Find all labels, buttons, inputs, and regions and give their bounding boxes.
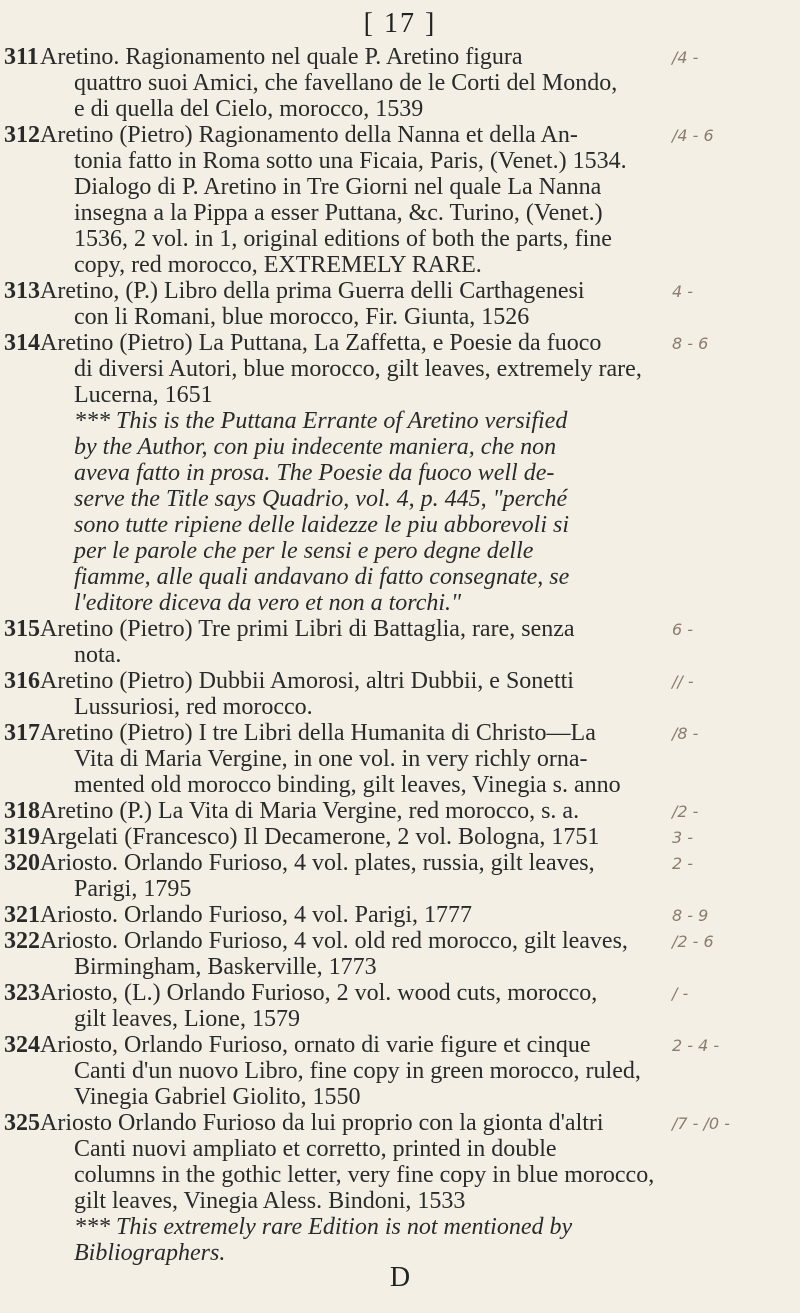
- entry-line: Ariosto. Orlando Furioso, 4 vol. plates, russia, gilt leaves,: [40, 850, 595, 876]
- entry-line: copy, red morocco, EXTREMELY RARE.: [74, 252, 482, 278]
- entry-line: quattro suoi Amici, che favellano de le Corti del Mondo,: [74, 70, 618, 96]
- entry-note: [40, 1214, 672, 1266]
- entry-line: e di quella del Cielo, morocco, 1539: [74, 96, 424, 122]
- entry-line: Canti nuovi ampliato et corretto, printed in double: [74, 1136, 557, 1162]
- entry-line: Aretino (Pietro) Tre primi Libri di Battaglia, rare, senza: [40, 616, 575, 642]
- entry-line: Canti d'un nuovo Libro, fine copy in green morocco, ruled,: [74, 1058, 641, 1084]
- entry-description: [40, 122, 672, 278]
- entry-line: Aretino (Pietro) Dubbii Amorosi, altri Dubbii, e Sonetti: [40, 668, 574, 694]
- entry-line: Argelati (Francesco) Il Decamerone, 2 vol. Bologna, 1751: [40, 824, 600, 850]
- entry-description: [40, 902, 672, 928]
- entry-line: insegna a la Pippa a esser Puttana, &c. Turino, (Venet.): [74, 200, 603, 226]
- entry-line: Birmingham, Baskerville, 1773: [74, 954, 377, 980]
- lot-number: 311: [4, 44, 39, 70]
- entry-description: [40, 824, 672, 850]
- catalogue-entry: [4, 668, 672, 720]
- catalogue-entry: [4, 902, 672, 928]
- price-annotation: [672, 668, 800, 694]
- catalogue-entry: [4, 720, 672, 798]
- price-text: /8 -: [672, 723, 699, 743]
- entry-line: mented old morocco binding, gilt leaves, Vinegia s. anno: [74, 772, 621, 798]
- price-text: /7 - /0 -: [672, 1113, 730, 1133]
- entry-line: Ariosto, (L.) Orlando Furioso, 2 vol. wood cuts, morocco,: [40, 980, 598, 1006]
- catalogue-entry: [4, 278, 672, 330]
- entry-description: [40, 850, 672, 902]
- price-annotation: [672, 1110, 800, 1136]
- price-annotation: [672, 122, 800, 148]
- entry-description: [40, 928, 672, 980]
- catalogue-entry: [4, 928, 672, 980]
- lot-number: 324: [4, 1032, 40, 1058]
- entry-description: [40, 44, 672, 122]
- entry-line: con li Romani, blue morocco, Fir. Giunta, 1526: [74, 304, 530, 330]
- price-annotation: [672, 850, 800, 876]
- price-annotation: [672, 928, 800, 954]
- entry-description: [40, 980, 672, 1032]
- entry-line: Lussuriosi, red morocco.: [74, 694, 313, 720]
- catalogue-entry: [4, 44, 672, 122]
- price-annotation: [672, 720, 800, 746]
- price-text: 2 -: [672, 853, 694, 873]
- note-line: sono tutte ripiene delle laidezze le piu abborevoli si: [74, 512, 570, 538]
- lot-number: 313: [4, 278, 40, 304]
- entry-line: Ariosto. Orlando Furioso, 4 vol. Parigi, 1777: [40, 902, 472, 928]
- price-annotation: [672, 330, 800, 356]
- entry-line: Aretino (Pietro) I tre Libri della Humanita di Christo—La: [40, 720, 596, 746]
- note-line: *** This extremely rare Edition is not mentioned by: [74, 1214, 573, 1240]
- page-header: [ 17 ]: [363, 8, 437, 39]
- entry-description: [40, 278, 672, 330]
- price-text: /2 -: [672, 801, 699, 821]
- entry-description: [40, 1032, 672, 1110]
- entry-description: [40, 616, 672, 668]
- catalogue-entry: [4, 850, 672, 902]
- price-annotation: [672, 278, 800, 304]
- price-text: 8 - 6: [672, 333, 709, 353]
- note-line: per le parole che per le sensi e pero degne delle: [74, 538, 534, 564]
- entry-line: Aretino, (P.) Libro della prima Guerra delli Carthagenesi: [40, 278, 585, 304]
- entry-line: Aretino. Ragionamento nel quale P. Aretino figura: [40, 44, 523, 70]
- lot-number: 316: [4, 668, 40, 694]
- entry-description: [40, 668, 672, 720]
- catalogue-entry: [4, 616, 672, 668]
- entry-description: [40, 798, 672, 824]
- entry-line: Ariosto. Orlando Furioso, 4 vol. old red morocco, gilt leaves,: [40, 928, 628, 954]
- price-text: 8 - 9: [672, 905, 709, 925]
- entry-line: Vita di Maria Vergine, in one vol. in very richly orna-: [74, 746, 588, 772]
- lot-number: 317: [4, 720, 40, 746]
- catalogue-entry: [4, 798, 672, 824]
- note-line: l'editore diceva da vero et non a torchi.": [74, 590, 462, 616]
- entry-line: Parigi, 1795: [74, 876, 192, 902]
- entry-line: columns in the gothic letter, very fine copy in blue morocco,: [74, 1162, 655, 1188]
- entry-line: nota.: [74, 642, 122, 668]
- lot-number: 319: [4, 824, 40, 850]
- lot-number: 323: [4, 980, 40, 1006]
- catalogue-entry: [4, 330, 672, 616]
- catalogue-entry: [4, 1110, 672, 1266]
- lot-number: 314: [4, 330, 40, 356]
- note-line: fiamme, alle quali andavano di fatto consegnate, se: [74, 564, 570, 590]
- catalogue-entry: [4, 980, 672, 1032]
- catalogue-entries: [4, 44, 672, 1266]
- entry-line: tonia fatto in Roma sotto una Ficaia, Paris, (Venet.) 1534.: [74, 148, 627, 174]
- price-text: // -: [672, 671, 694, 691]
- entry-line: Ariosto Orlando Furioso da lui proprio con la gionta d'altri: [40, 1110, 604, 1136]
- price-text: /4 -: [672, 47, 699, 67]
- lot-number: 320: [4, 850, 40, 876]
- note-line: *** This is the Puttana Errante of Aretino versified: [74, 408, 568, 434]
- lot-number: 312: [4, 122, 40, 148]
- lot-number: 315: [4, 616, 40, 642]
- entry-description: [40, 1110, 672, 1266]
- price-annotation: [672, 1032, 800, 1058]
- note-line: by the Author, con piu indecente maniera, che non: [74, 434, 557, 460]
- price-text: /2 - 6: [672, 931, 714, 951]
- entry-line: Aretino (Pietro) La Puttana, La Zaffetta, e Poesie da fuoco: [40, 330, 602, 356]
- price-annotation: [672, 824, 800, 850]
- price-text: /4 - 6: [672, 125, 714, 145]
- lot-number: 318: [4, 798, 40, 824]
- note-line: serve the Title says Quadrio, vol. 4, p. 445, "perché: [74, 486, 568, 512]
- price-annotation: [672, 980, 800, 1006]
- entry-line: Aretino (Pietro) Ragionamento della Nanna et della An-: [40, 122, 578, 148]
- entry-line: Dialogo di P. Aretino in Tre Giorni nel quale La Nanna: [74, 174, 602, 200]
- lot-number: 325: [4, 1110, 40, 1136]
- entry-description: [40, 720, 672, 798]
- price-annotation: [672, 44, 800, 70]
- price-text: 3 -: [672, 827, 694, 847]
- price-text: 2 - 4 -: [672, 1035, 720, 1055]
- catalogue-entry: [4, 122, 672, 278]
- price-text: 6 -: [672, 619, 694, 639]
- entry-line: Aretino (P.) La Vita di Maria Vergine, red morocco, s. a.: [40, 798, 580, 824]
- entry-line: Lucerna, 1651: [74, 382, 213, 408]
- entry-line: gilt leaves, Vinegia Aless. Bindoni, 1533: [74, 1188, 466, 1214]
- price-text: / -: [672, 983, 689, 1003]
- note-line: aveva fatto in prosa. The Poesie da fuoco well de-: [74, 460, 555, 486]
- price-text: 4 -: [672, 281, 694, 301]
- entry-line: 1536, 2 vol. in 1, original editions of both the parts, fine: [74, 226, 612, 252]
- entry-note: [40, 408, 672, 616]
- lot-number: 321: [4, 902, 40, 928]
- price-annotation: [672, 798, 800, 824]
- note-line: Bibliographers.: [74, 1240, 226, 1266]
- entry-line: di diversi Autori, blue morocco, gilt leaves, extremely rare,: [74, 356, 642, 382]
- entry-line: Ariosto, Orlando Furioso, ornato di varie figure et cinque: [40, 1032, 591, 1058]
- catalogue-entry: [4, 824, 672, 850]
- entry-description: [40, 330, 672, 616]
- lot-number: 322: [4, 928, 40, 954]
- catalogue-entry: [4, 1032, 672, 1110]
- price-annotation: [672, 902, 800, 928]
- entry-line: Vinegia Gabriel Giolito, 1550: [74, 1084, 361, 1110]
- entry-line: gilt leaves, Lione, 1579: [74, 1006, 300, 1032]
- page-footer-signature: D: [389, 1262, 411, 1293]
- price-annotation: [672, 616, 800, 642]
